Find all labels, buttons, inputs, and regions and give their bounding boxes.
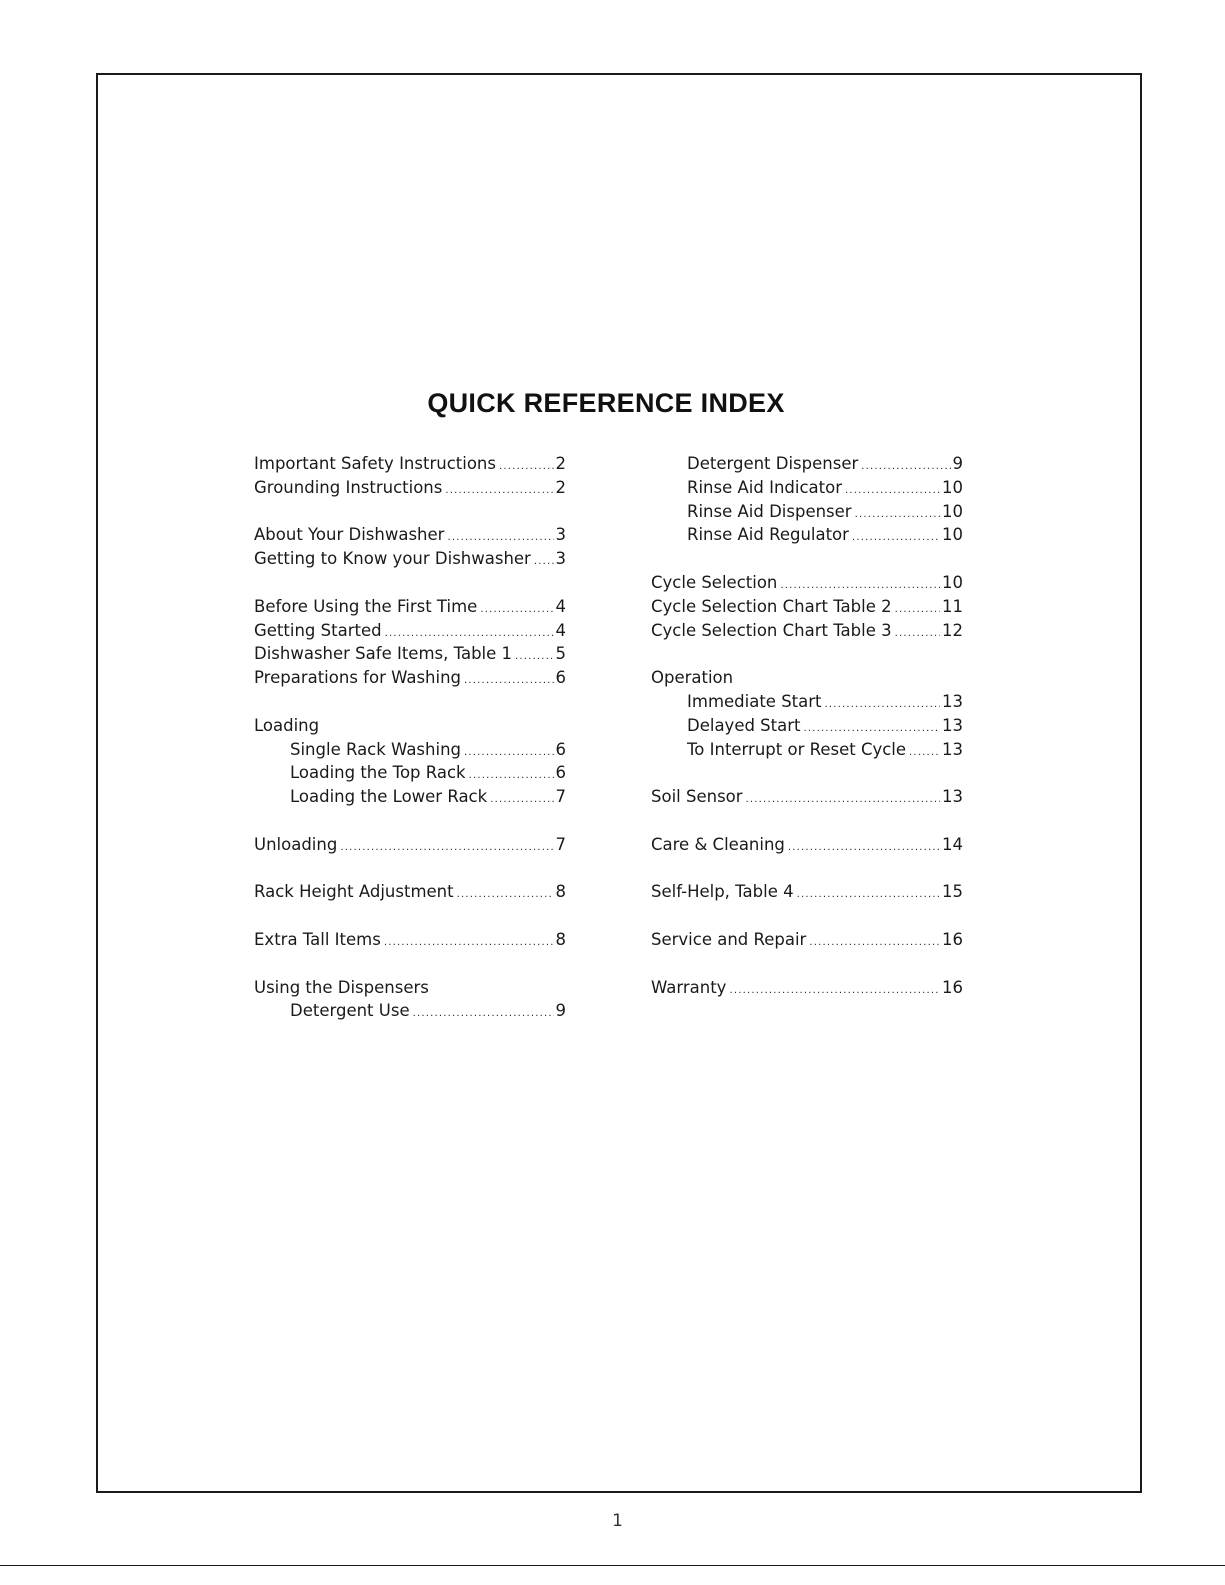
entry-label: Loading the Top Rack (290, 763, 466, 783)
entry-label: Extra Tall Items (254, 929, 381, 949)
index-entry (651, 714, 963, 738)
entry-page-number: 10 (942, 572, 963, 592)
dot-leader (515, 645, 553, 669)
index-entry (254, 452, 566, 476)
entry-page-number: 9 (952, 454, 963, 473)
dot-leader (480, 598, 553, 622)
entry-page-number: 8 (555, 882, 566, 902)
index-entry (254, 738, 566, 762)
index-section-heading (254, 714, 566, 738)
entry-page-number: 8 (555, 929, 566, 949)
entry-page-number: 13 (942, 691, 963, 711)
dot-leader (909, 741, 940, 765)
dot-leader (464, 741, 554, 765)
entry-label: Getting Started (254, 620, 382, 640)
entry-page-number: 13 (942, 715, 963, 735)
entry-label: Rinse Aid Indicator (687, 477, 843, 497)
entry-spacer (651, 904, 963, 928)
entry-spacer (651, 547, 963, 571)
dot-leader (445, 479, 553, 503)
index-column-left (254, 452, 566, 1023)
entry-page-number: 3 (555, 525, 566, 545)
entry-spacer (254, 952, 566, 976)
entry-spacer (254, 571, 566, 595)
entry-page-number: 4 (555, 620, 566, 640)
entry-page-number: 10 (942, 477, 963, 497)
entry-page-number: 7 (555, 834, 566, 854)
index-entry (651, 571, 963, 595)
entry-spacer (254, 904, 566, 928)
index-entry (651, 619, 963, 643)
index-entry (651, 833, 963, 857)
entry-spacer (254, 857, 566, 881)
entry-label: Single Rack Washing (290, 739, 461, 759)
entry-label: Rinse Aid Regulator (687, 525, 849, 545)
entry-page-number: 5 (555, 644, 566, 664)
entry-label: Preparations for Washing (254, 668, 462, 688)
dot-leader (384, 931, 554, 955)
dot-leader (340, 836, 553, 860)
dot-leader (729, 979, 940, 1003)
index-entry (254, 523, 566, 547)
index-entry (651, 476, 963, 500)
entry-page-number: 14 (942, 834, 963, 854)
entry-label: Cycle Selection Chart Table 2 (651, 596, 892, 616)
entry-page-number: 16 (942, 977, 963, 997)
index-entry (254, 880, 566, 904)
dot-leader (895, 598, 940, 622)
index-entry (254, 547, 566, 571)
entry-label: Before Using the First Time (254, 596, 478, 616)
dot-leader (464, 669, 553, 693)
bottom-rule (0, 1565, 1225, 1566)
entry-spacer (651, 809, 963, 833)
entry-page-number: 10 (942, 501, 963, 521)
dot-leader (895, 622, 940, 646)
dot-leader (788, 836, 940, 860)
entry-label: About Your Dishwasher (254, 525, 445, 545)
entry-label: Loading (254, 715, 320, 735)
entry-label: Detergent Use (290, 1001, 410, 1021)
index-entry (254, 619, 566, 643)
entry-page-number: 13 (942, 787, 963, 807)
index-entry (254, 833, 566, 857)
index-section-heading (651, 666, 963, 690)
entry-spacer (254, 809, 566, 833)
page-number: 1 (612, 1511, 623, 1531)
index-entry (651, 976, 963, 1000)
index-entry (651, 523, 963, 547)
entry-label: Rack Height Adjustment (254, 882, 454, 902)
entry-label: Care & Cleaning (651, 834, 785, 854)
entry-label: Detergent Dispenser (687, 454, 859, 473)
entry-page-number: 9 (555, 1001, 566, 1021)
page-title: QUICK REFERENCE INDEX (427, 388, 785, 418)
entry-spacer (254, 690, 566, 714)
entry-label: Delayed Start (687, 715, 801, 735)
page-border-frame (96, 73, 1142, 1493)
entry-label: To Interrupt or Reset Cycle (687, 739, 907, 759)
index-entry (651, 690, 963, 714)
entry-label: Immediate Start (687, 691, 822, 711)
index-entry (254, 642, 566, 666)
dot-leader (534, 550, 554, 574)
index-entry (254, 928, 566, 952)
index-entry (254, 999, 566, 1023)
entry-label: Cycle Selection (651, 572, 778, 592)
dot-leader (825, 693, 940, 717)
entry-page-number: 16 (942, 929, 963, 949)
entry-label: Cycle Selection Chart Table 3 (651, 620, 892, 640)
dot-leader (413, 1002, 554, 1026)
index-entry (651, 738, 963, 762)
index-entry (651, 785, 963, 809)
dot-leader (499, 455, 554, 479)
entry-label: Self-Help, Table 4 (651, 882, 794, 902)
entry-label: Dishwasher Safe Items, Table 1 (254, 644, 513, 664)
index-entry (254, 476, 566, 500)
entry-page-number: 6 (555, 763, 566, 783)
entry-page-number: 4 (555, 596, 566, 616)
entry-spacer (651, 857, 963, 881)
index-entry (254, 761, 566, 785)
dot-leader (809, 931, 940, 955)
entry-label: Rinse Aid Dispenser (687, 501, 852, 521)
dot-leader (845, 479, 940, 503)
dot-leader (852, 526, 940, 550)
index-entry (651, 595, 963, 619)
index-entry (254, 666, 566, 690)
entry-label: Operation (651, 668, 734, 688)
entry-spacer (651, 761, 963, 785)
entry-label: Unloading (254, 834, 338, 854)
entry-page-number: 7 (555, 787, 566, 807)
entry-page-number: 10 (942, 525, 963, 545)
dot-leader (861, 455, 950, 479)
entry-page-number: 3 (555, 549, 566, 569)
entry-label: Using the Dispensers (254, 977, 429, 997)
entry-page-number: 15 (942, 882, 963, 902)
dot-leader (746, 788, 940, 812)
index-entry (254, 785, 566, 809)
entry-label: Grounding Instructions (254, 477, 443, 497)
dot-leader (797, 883, 940, 907)
entry-label: Getting to Know your Dishwasher (254, 549, 531, 569)
index-column-right (651, 452, 963, 999)
index-entry (651, 452, 963, 476)
entry-page-number: 11 (942, 596, 963, 616)
entry-label: Soil Sensor (651, 787, 743, 807)
dot-leader (457, 883, 554, 907)
entry-page-number: 12 (942, 620, 963, 640)
entry-label: Important Safety Instructions (254, 454, 496, 473)
dot-leader (490, 788, 553, 812)
entry-page-number: 2 (555, 454, 566, 473)
entry-page-number: 13 (942, 739, 963, 759)
entry-spacer (651, 642, 963, 666)
entry-label: Service and Repair (651, 929, 807, 949)
entry-label: Warranty (651, 977, 727, 997)
dot-leader (855, 503, 940, 527)
entry-page-number: 6 (555, 668, 566, 688)
entry-page-number: 6 (555, 739, 566, 759)
entry-label: Loading the Lower Rack (290, 787, 488, 807)
entry-spacer (651, 952, 963, 976)
entry-page-number: 2 (555, 477, 566, 497)
index-entry (254, 595, 566, 619)
index-entry (651, 500, 963, 524)
entry-spacer (254, 500, 566, 524)
index-entry (651, 928, 963, 952)
index-section-heading (254, 976, 566, 1000)
index-entry (651, 880, 963, 904)
